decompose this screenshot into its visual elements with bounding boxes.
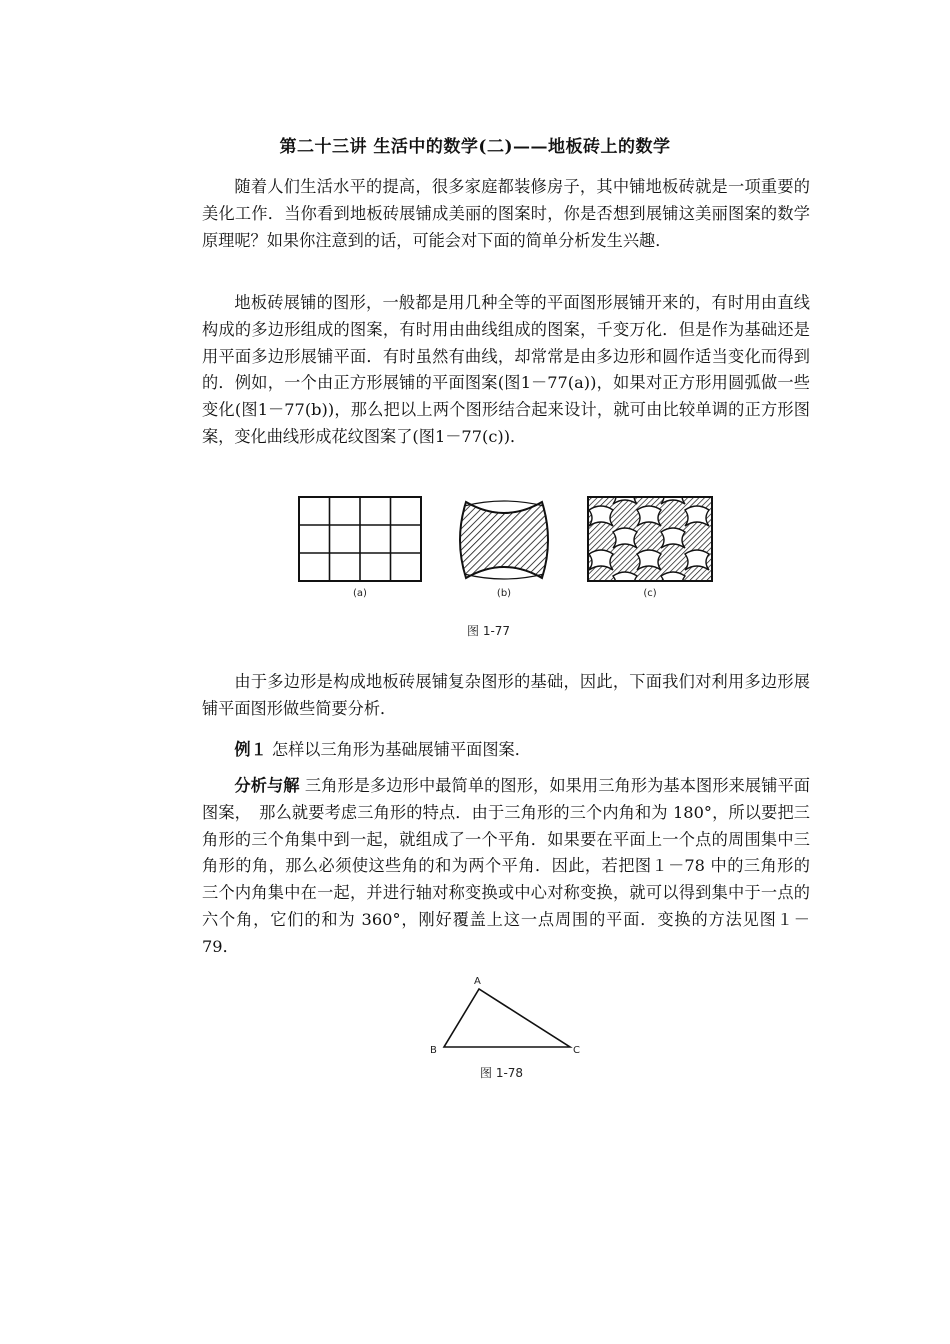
paragraph-intro: 随着人们生活水平的提高，很多家庭都装修房子，其中铺地板砖就是一项重要的美化工作．当你看到地板砖展铺成美丽的图案时，你是否想到展铺这美丽图案的数学原理呢？如果你注意到的话，可能会对下面的简单分析发生兴趣． bbox=[202, 177, 810, 250]
analysis-text: 三角形是多边形中最简单的图形，如果用三角形为基本图形来展铺平面图案， 那么就要考虑三角形的特点．由于三角形的三个内角和为 180°，所以要把三角形的三个角集中到一起，就组成了一个平角．如果要在平面上一个点的周围集中三角形的角，那么必须使这些角的和为两个平角．因此，若把图１－78 中的三角形的三个内角集中在一起，并进行轴对称变换或中心对称变换，就可以得到集中于一点的六个角，它们的和为 360°，刚好覆盖上这一点周围的平面．变换的方法见图１－79． bbox=[202, 776, 810, 956]
figure-label-c: (c) bbox=[643, 588, 657, 599]
figure-label-b: (b) bbox=[496, 588, 512, 599]
paragraph-analysis bbox=[202, 773, 810, 961]
curved-tile-pattern-figure bbox=[587, 496, 713, 582]
paragraph-tiling-patterns: 地板砖展铺的图形，一般都是用几种全等的平面图形展铺开来的，有时用由直线构成的多边形组成的图案，有时用由曲线组成的图案，千变万化．但是作为基础还是用平面多边形展铺平面．有时虽然有曲线，却常常是由多边形和圆作适当变化而得到的．例如，一个由正方形展铺的平面图案(图1－77(a))，如果对正方形用圆弧做一些变化(图1－77(b))，那么把以上两个图形结合起来设计，就可由比较单调的正方形图案，变化曲线形成花纹图案了(图1－77(c))． bbox=[202, 293, 810, 446]
figure-1-77-caption: 图 1-77 bbox=[467, 624, 511, 638]
figure-label-a: (a) bbox=[353, 588, 367, 599]
vertex-label-c: C bbox=[573, 1045, 580, 1056]
paragraph-polygon-basis: 由于多边形是构成地板砖展铺复杂图形的基础，因此，下面我们对利用多边形展铺平面图形做些简要分析． bbox=[202, 672, 810, 718]
example-lead: 例１ bbox=[234, 740, 267, 759]
figure-1-78-caption: 图 1-78 bbox=[480, 1066, 524, 1080]
arc-modified-square-figure bbox=[456, 498, 552, 582]
square-grid-figure bbox=[298, 496, 422, 582]
triangle-abc bbox=[444, 989, 570, 1047]
page-title: 第二十三讲 生活中的数学(二)——地板砖上的数学 bbox=[279, 137, 671, 157]
vertex-label-b: B bbox=[430, 1045, 437, 1056]
vertex-label-a: A bbox=[474, 976, 481, 987]
triangle-figure-1-78 bbox=[428, 972, 588, 1062]
figure-1-77 bbox=[290, 488, 730, 636]
example-text: 怎样以三角形为基础展铺平面图案． bbox=[266, 740, 531, 759]
analysis-lead: 分析与解 bbox=[234, 776, 300, 795]
paragraph-example-1 bbox=[202, 737, 810, 764]
